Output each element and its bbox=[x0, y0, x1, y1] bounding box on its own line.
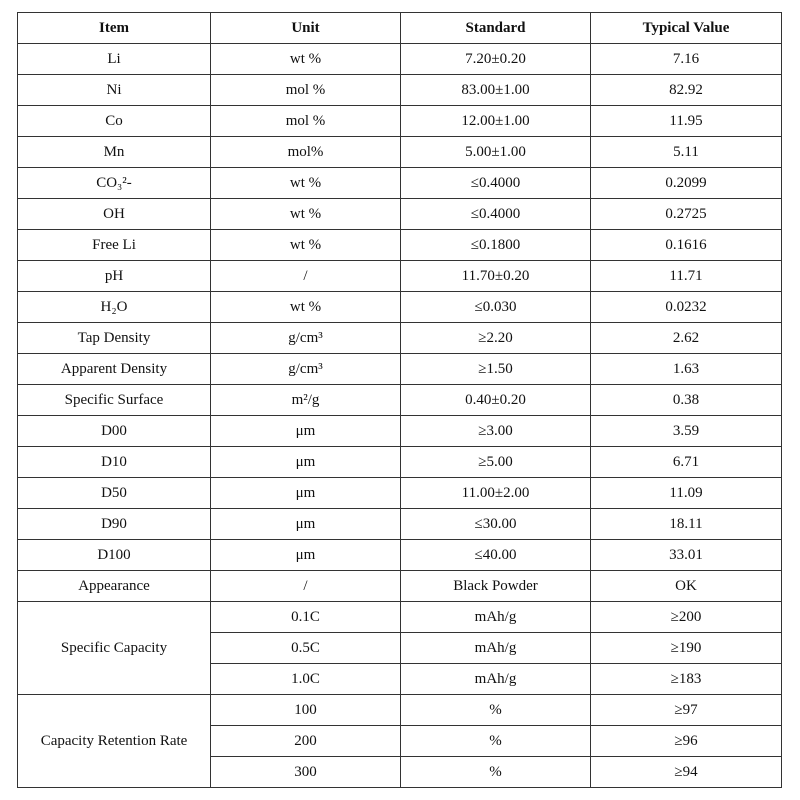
header-item: Item bbox=[18, 13, 211, 44]
cell-typical: ≥200 bbox=[591, 602, 782, 633]
cell-standard: ≤30.00 bbox=[401, 509, 591, 540]
cell-unit: μm bbox=[211, 447, 401, 478]
cell-typical: 18.11 bbox=[591, 509, 782, 540]
cell-standard: Black Powder bbox=[401, 571, 591, 602]
cell-standard: ≤0.030 bbox=[401, 292, 591, 323]
cell-item: CO₃²- bbox=[18, 168, 211, 199]
header-row bbox=[18, 13, 782, 44]
cell-typical: 0.0232 bbox=[591, 292, 782, 323]
cell-standard: 12.00±1.00 bbox=[401, 106, 591, 137]
cell-unit: mol % bbox=[211, 106, 401, 137]
group-label-capacity-retention: Capacity Retention Rate bbox=[18, 695, 211, 788]
cell-condition: 100 bbox=[211, 695, 401, 726]
cell-typical: 0.1616 bbox=[591, 230, 782, 261]
cell-standard: mAh/g bbox=[401, 602, 591, 633]
table-row bbox=[18, 75, 782, 106]
cell-unit: wt % bbox=[211, 199, 401, 230]
cell-item: D90 bbox=[18, 509, 211, 540]
cell-typical: 1.63 bbox=[591, 354, 782, 385]
cell-typical: ≥190 bbox=[591, 633, 782, 664]
group-label-specific-capacity: Specific Capacity bbox=[18, 602, 211, 695]
cell-unit: wt % bbox=[211, 230, 401, 261]
cell-typical: 7.16 bbox=[591, 44, 782, 75]
cell-unit: m²/g bbox=[211, 385, 401, 416]
cell-typical: 33.01 bbox=[591, 540, 782, 571]
cell-unit: μm bbox=[211, 416, 401, 447]
cell-item: Specific Surface bbox=[18, 385, 211, 416]
cell-unit: μm bbox=[211, 509, 401, 540]
cell-item: Tap Density bbox=[18, 323, 211, 354]
cell-item: D10 bbox=[18, 447, 211, 478]
cell-unit: / bbox=[211, 261, 401, 292]
table-row bbox=[18, 230, 782, 261]
cell-typical: 11.95 bbox=[591, 106, 782, 137]
table-row bbox=[18, 168, 782, 199]
cell-condition: 200 bbox=[211, 726, 401, 757]
cell-condition: 1.0C bbox=[211, 664, 401, 695]
cell-item: Appearance bbox=[18, 571, 211, 602]
cell-typical: 5.11 bbox=[591, 137, 782, 168]
table-row bbox=[18, 385, 782, 416]
cell-typical: 2.62 bbox=[591, 323, 782, 354]
cell-item: Ni bbox=[18, 75, 211, 106]
table-row bbox=[18, 416, 782, 447]
cell-unit: μm bbox=[211, 540, 401, 571]
cell-unit: g/cm³ bbox=[211, 323, 401, 354]
cell-standard: ≥2.20 bbox=[401, 323, 591, 354]
cell-standard: mAh/g bbox=[401, 664, 591, 695]
cell-unit: wt % bbox=[211, 292, 401, 323]
cell-standard: ≤0.4000 bbox=[401, 168, 591, 199]
cell-item: Li bbox=[18, 44, 211, 75]
table-row bbox=[18, 571, 782, 602]
cell-typical: OK bbox=[591, 571, 782, 602]
cell-typical: 6.71 bbox=[591, 447, 782, 478]
cell-unit: wt % bbox=[211, 44, 401, 75]
cell-unit: mol% bbox=[211, 137, 401, 168]
table-row bbox=[18, 106, 782, 137]
cell-typical: 0.38 bbox=[591, 385, 782, 416]
cell-item: Mn bbox=[18, 137, 211, 168]
header-unit: Unit bbox=[211, 13, 401, 44]
cell-standard: % bbox=[401, 757, 591, 788]
cell-typical: ≥96 bbox=[591, 726, 782, 757]
cell-standard: mAh/g bbox=[401, 633, 591, 664]
cell-standard: 11.00±2.00 bbox=[401, 478, 591, 509]
cell-standard: 83.00±1.00 bbox=[401, 75, 591, 106]
table-row bbox=[18, 478, 782, 509]
cell-item: D00 bbox=[18, 416, 211, 447]
cell-typical: 0.2725 bbox=[591, 199, 782, 230]
cell-unit: μm bbox=[211, 478, 401, 509]
cell-standard: % bbox=[401, 695, 591, 726]
cell-item: D50 bbox=[18, 478, 211, 509]
table-row bbox=[18, 199, 782, 230]
table-row bbox=[18, 509, 782, 540]
table-row bbox=[18, 695, 782, 726]
cell-item: Apparent Density bbox=[18, 354, 211, 385]
cell-standard: ≥1.50 bbox=[401, 354, 591, 385]
cell-typical: 82.92 bbox=[591, 75, 782, 106]
cell-typical: ≥183 bbox=[591, 664, 782, 695]
table-row bbox=[18, 137, 782, 168]
spec-table bbox=[17, 12, 782, 788]
table-row bbox=[18, 44, 782, 75]
cell-item: H₂O bbox=[18, 292, 211, 323]
header-typical-value: Typical Value bbox=[591, 13, 782, 44]
cell-typical: 11.09 bbox=[591, 478, 782, 509]
cell-unit: mol % bbox=[211, 75, 401, 106]
cell-standard: 11.70±0.20 bbox=[401, 261, 591, 292]
cell-item: Free Li bbox=[18, 230, 211, 261]
cell-unit: / bbox=[211, 571, 401, 602]
cell-standard: 7.20±0.20 bbox=[401, 44, 591, 75]
table-row bbox=[18, 292, 782, 323]
table-row bbox=[18, 540, 782, 571]
table-row bbox=[18, 354, 782, 385]
spec-sheet bbox=[17, 12, 782, 788]
table-row bbox=[18, 323, 782, 354]
cell-typical: ≥97 bbox=[591, 695, 782, 726]
cell-typical: ≥94 bbox=[591, 757, 782, 788]
header-standard: Standard bbox=[401, 13, 591, 44]
cell-standard: ≤0.1800 bbox=[401, 230, 591, 261]
cell-condition: 0.5C bbox=[211, 633, 401, 664]
cell-typical: 3.59 bbox=[591, 416, 782, 447]
cell-unit: wt % bbox=[211, 168, 401, 199]
cell-standard: 5.00±1.00 bbox=[401, 137, 591, 168]
table-row bbox=[18, 261, 782, 292]
table-row bbox=[18, 447, 782, 478]
cell-condition: 0.1C bbox=[211, 602, 401, 633]
cell-item: OH bbox=[18, 199, 211, 230]
cell-standard: ≤0.4000 bbox=[401, 199, 591, 230]
cell-condition: 300 bbox=[211, 757, 401, 788]
cell-standard: ≤40.00 bbox=[401, 540, 591, 571]
cell-standard: 0.40±0.20 bbox=[401, 385, 591, 416]
cell-item: D100 bbox=[18, 540, 211, 571]
cell-unit: g/cm³ bbox=[211, 354, 401, 385]
table-row bbox=[18, 602, 782, 633]
cell-item: Co bbox=[18, 106, 211, 137]
cell-typical: 11.71 bbox=[591, 261, 782, 292]
cell-standard: ≥3.00 bbox=[401, 416, 591, 447]
cell-typical: 0.2099 bbox=[591, 168, 782, 199]
cell-item: pH bbox=[18, 261, 211, 292]
cell-standard: ≥5.00 bbox=[401, 447, 591, 478]
cell-standard: % bbox=[401, 726, 591, 757]
